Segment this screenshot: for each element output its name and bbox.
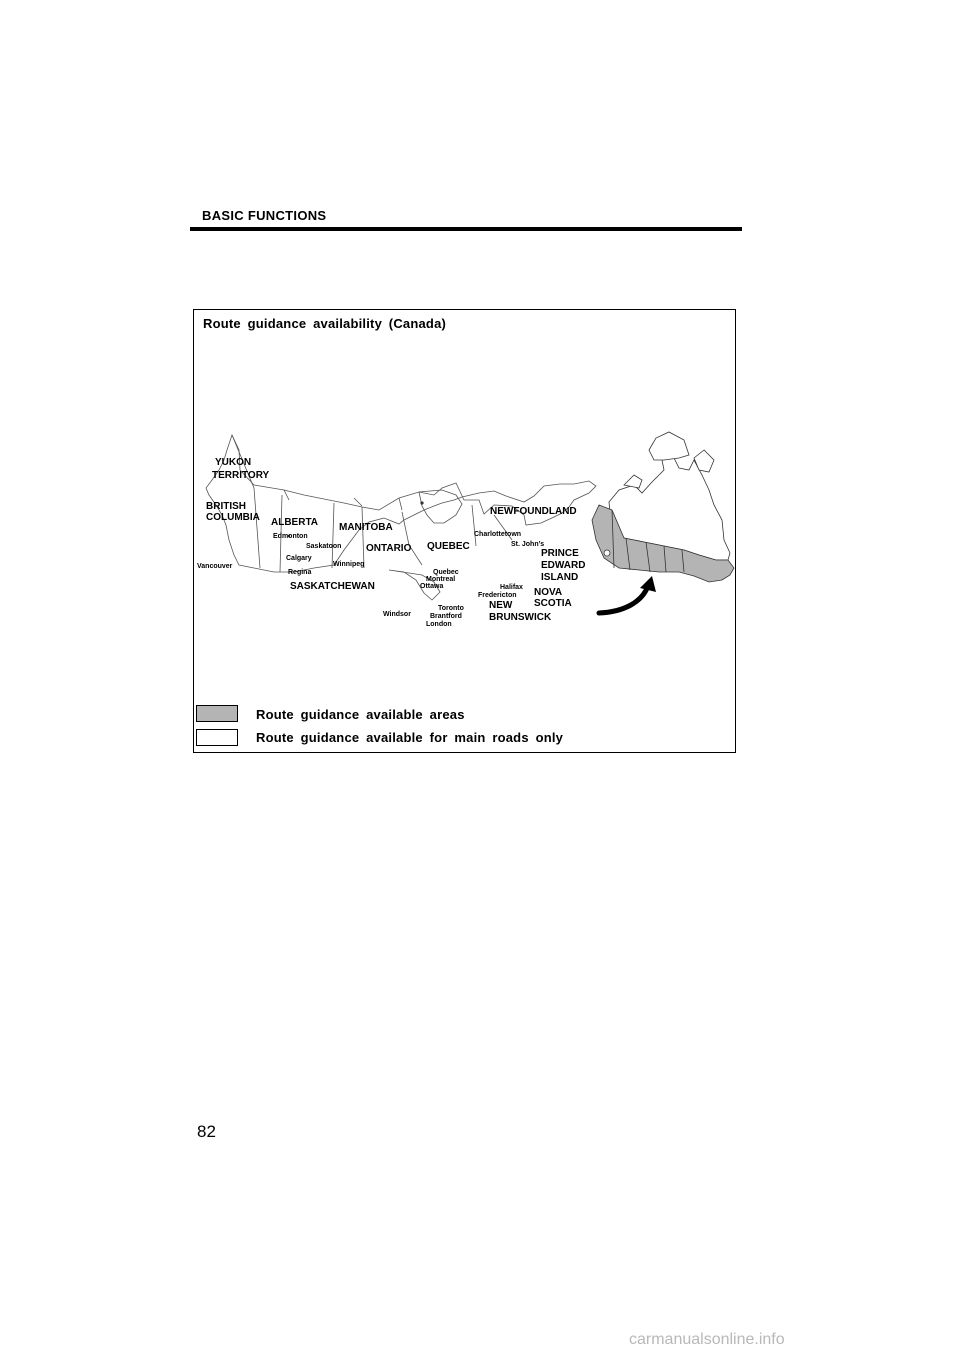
curved-arrow-icon xyxy=(599,576,656,613)
label-windsor: Windsor xyxy=(383,611,411,618)
label-fredericton: Fredericton xyxy=(478,592,517,599)
figure-caption: Route guidance availability (Canada) xyxy=(203,316,447,331)
label-ottawa: Ottawa xyxy=(420,583,444,590)
label-quebec: QUEBEC xyxy=(427,541,470,552)
label-montreal: Montreal xyxy=(426,576,456,583)
label-british: BRITISH xyxy=(206,501,246,512)
label-nova: NOVA xyxy=(534,587,563,598)
label-toronto: Toronto xyxy=(438,605,464,612)
label-edmonton: Edmonton xyxy=(273,533,308,540)
label-st-johns: St. John’s xyxy=(511,541,545,548)
hudson-bay xyxy=(419,490,462,523)
province-labels xyxy=(206,457,585,623)
label-winnipeg: Winnipeg xyxy=(333,561,365,568)
label-scotia: SCOTIA xyxy=(534,598,572,609)
label-brantford: Brantford xyxy=(430,613,462,620)
inset-dot xyxy=(604,550,610,556)
label-quebec-city: Quebec xyxy=(433,569,459,576)
label-saskatchewan: SASKATCHEWAN xyxy=(290,581,375,592)
marker-dot xyxy=(420,501,423,504)
label-yukon: YUKON xyxy=(215,457,252,468)
label-halifax: Halifax xyxy=(500,584,523,591)
label-island: ISLAND xyxy=(541,572,579,583)
route-guidance-figure xyxy=(193,309,736,753)
label-vancouver: Vancouver xyxy=(197,563,233,570)
watermark: carmanualsonline.info xyxy=(629,1331,785,1348)
label-columbia: COLUMBIA xyxy=(206,512,260,523)
legend-swatch-main-roads xyxy=(196,729,238,746)
legend-available-label: Route guidance available areas xyxy=(256,707,465,722)
label-edward: EDWARD xyxy=(541,560,586,571)
section-title: BASIC FUNCTIONS xyxy=(202,208,327,223)
label-ontario: ONTARIO xyxy=(366,543,412,554)
page-number: 82 xyxy=(197,1122,216,1141)
label-brunswick: BRUNSWICK xyxy=(489,612,552,623)
label-alberta: ALBERTA xyxy=(271,517,319,528)
label-new: NEW xyxy=(489,600,513,611)
label-regina: Regina xyxy=(288,569,312,576)
header-rule xyxy=(190,227,742,231)
canada-outline xyxy=(206,435,596,600)
inset-canada-map xyxy=(592,432,734,582)
legend-swatch-available xyxy=(196,705,238,722)
label-london: London xyxy=(426,621,452,628)
label-charlottetown: Charlottetown xyxy=(474,531,522,538)
label-newfoundland: NEWFOUNDLAND xyxy=(490,506,577,517)
label-prince: PRINCE xyxy=(541,548,579,559)
label-calgary: Calgary xyxy=(286,555,312,562)
legend-main-roads-label: Route guidance available for main roads only xyxy=(256,730,564,745)
canada-map xyxy=(194,310,735,752)
label-territory: TERRITORY xyxy=(212,470,270,481)
label-saskatoon: Saskatoon xyxy=(306,543,342,550)
label-manitoba: MANITOBA xyxy=(339,522,393,533)
